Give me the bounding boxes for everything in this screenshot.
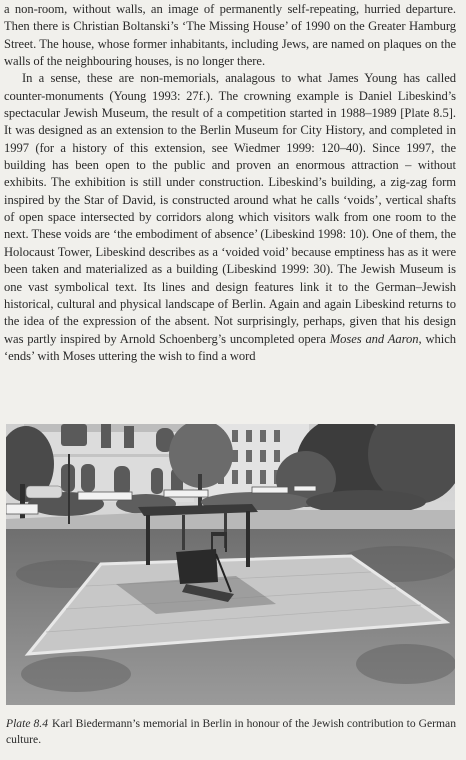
paragraph-2-end: , which ‘ends’ with Moses uttering the wish to find a word: [4, 331, 456, 363]
opera-title: Moses and Aaron: [329, 331, 419, 346]
caption-label: Plate 8.4: [6, 717, 48, 730]
parked-car: [26, 486, 62, 498]
paragraph-2: [4, 70, 456, 365]
body-text: [4, 1, 456, 365]
figure-caption: [6, 716, 456, 747]
lamp-post: [68, 454, 70, 524]
memorial-photo: [6, 424, 455, 705]
paragraph-1: a non-room, without walls, an image of permanently self-repeating, hurried departure. Then there is Christian Boltanski’s ‘The Missing House’ of 1990 on the Greater Hamburg Street. The house, whose former inhabitants, including Jews, are named on plaques on the walls of the neighbouring houses, is no longer there.: [4, 2, 456, 69]
caption-text: Karl Biedermann’s memorial in Berlin in honour of the Jewish contribution to German culture.: [6, 717, 457, 746]
plate-photograph: [6, 424, 455, 705]
paragraph-2-text: In a sense, these are non-memorials, analagous to what James Young has called counter-monuments (Young 1993: 27f.). The crowning example is Daniel Libeskind’s spectacular Jewish Museum, the result of a competition started in 1988–1989 [Plate 8.5]. It was designed as an extension to the Berlin Museum for City History, and completed in 1997 (for a history of this extension, see Wiedmer 1999: 120–40). Since 1997, the building has been open to the public and proven an enormous attraction – without exhibits. The exhibition is still under construction. Libeskind’s building, a zig-zag form inspired by the Star of David, is constructed around what he calls ‘voids’, vertical shafts of open space intersected by corridors along which visitors walk from one room to the next. These voids are ‘the embodiment of absence’ (Libeskind 1998: 10). One of them, the Holocaust Tower, Libeskind describes as a ‘voided void’ because emptiness has as it were been taken and materialized as a building (Libeskind 1999: 30). The Jewish Museum is one vast symbolical text. Its lines and design features link it to the German–Jewish historical, cultural and physical landscape of Berlin. Again and again Libeskind returns to the idea of the expression of the absent. Not surprisingly, perhaps, given that his design was partly inspired by Arnold Schoenberg’s uncompleted opera: [4, 71, 456, 346]
